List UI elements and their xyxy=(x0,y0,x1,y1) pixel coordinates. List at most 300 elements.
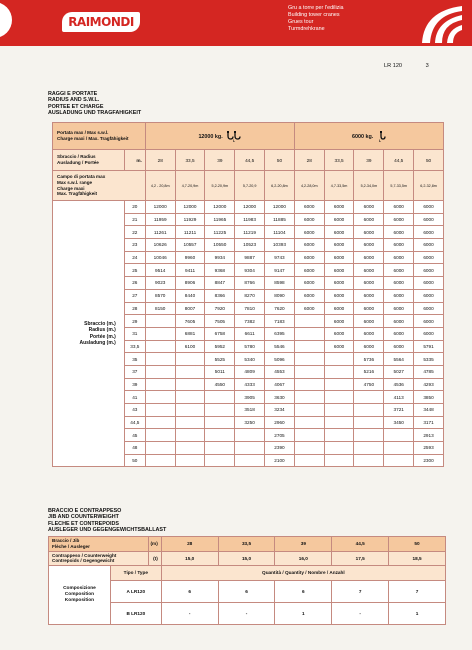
empty-cell xyxy=(294,353,324,366)
range-cell: 6,2-20,8m xyxy=(265,171,295,201)
load-value: 7810 xyxy=(235,302,265,315)
empty-cell xyxy=(235,454,265,467)
load-value: 6000 xyxy=(414,251,444,264)
empty-cell xyxy=(205,454,235,467)
load-value: 4293 xyxy=(414,378,444,391)
radius-value: 23 xyxy=(124,239,145,252)
load-value: 6000 xyxy=(354,340,384,353)
load-value: 4333 xyxy=(235,378,265,391)
load-value: 6000 xyxy=(414,289,444,302)
load-value: 9960 xyxy=(175,251,205,264)
load-value: 6000 xyxy=(354,201,384,214)
radius-value: 43 xyxy=(124,404,145,417)
empty-cell xyxy=(294,365,324,378)
load-value: 6000 xyxy=(354,226,384,239)
label-line: Radius (m.) xyxy=(88,327,116,334)
block-qty: - xyxy=(161,602,218,624)
load-value: 6000 xyxy=(384,201,414,214)
block-type: B LR120 xyxy=(110,602,161,624)
load-value: 2300 xyxy=(414,454,444,467)
empty-cell xyxy=(354,429,384,442)
ballast-jib: 39 xyxy=(275,537,332,552)
label-line: Charge maxi xyxy=(57,185,85,191)
load-value: 6000 xyxy=(294,251,324,264)
tagline-line: Turmdrehkrane xyxy=(288,26,325,32)
jib-length: 50 xyxy=(265,150,295,171)
load-value: 4553 xyxy=(265,365,295,378)
radius-value: 29 xyxy=(124,315,145,328)
jib-length: 39 xyxy=(354,150,384,171)
load-table xyxy=(52,122,444,467)
label-line: Max. Tragfähigkeit xyxy=(57,191,98,197)
empty-cell xyxy=(145,365,175,378)
title-line: PORTEE ET CHARGE xyxy=(48,103,104,110)
label-line: Campo di portata max xyxy=(57,174,106,180)
range-cell: 5,7-20,9 xyxy=(235,171,265,201)
jib-length: 33,5 xyxy=(175,150,205,171)
ballast-jib-unit: (m) xyxy=(148,537,161,552)
range-cell: 5,2-20,9m xyxy=(205,171,235,201)
radius-value: 44,5 xyxy=(124,416,145,429)
block-qty: 1 xyxy=(275,602,332,624)
empty-cell xyxy=(354,416,384,429)
ballast-jib-label xyxy=(49,537,149,552)
load-value: 6000 xyxy=(414,315,444,328)
tagline-line: Building tower cranes xyxy=(288,12,340,18)
empty-cell xyxy=(145,327,175,340)
load-value: 8766 xyxy=(235,277,265,290)
load-value: 5952 xyxy=(205,340,235,353)
load-value: 6000 xyxy=(294,213,324,226)
load-value: 10626 xyxy=(145,239,175,252)
load-value: 6000 xyxy=(294,264,324,277)
counterweight-label xyxy=(49,551,149,566)
load-value: 6000 xyxy=(354,277,384,290)
empty-cell xyxy=(294,327,324,340)
load-value: 6000 xyxy=(384,289,414,302)
ballast-jib: 28 xyxy=(161,537,218,552)
group-b-header xyxy=(294,123,443,150)
load-value: 6000 xyxy=(384,340,414,353)
load-value: 3630 xyxy=(265,391,295,404)
empty-cell xyxy=(175,442,205,455)
empty-cell xyxy=(235,442,265,455)
raimondi-logo xyxy=(62,12,140,32)
load-value: 6000 xyxy=(324,315,354,328)
empty-cell xyxy=(324,391,354,404)
load-value: 7183 xyxy=(265,315,295,328)
load-value: 6000 xyxy=(324,264,354,277)
load-value: 2593 xyxy=(414,442,444,455)
label-line: Flèche / Ausleger xyxy=(52,543,90,549)
load-value: 11983 xyxy=(235,213,265,226)
title-line: BRACCIO E CONTRAPPESO xyxy=(48,508,122,514)
title-line: RADIUS AND S.W.L. xyxy=(48,97,100,104)
load-value: 11211 xyxy=(175,226,205,239)
group-a-capacity: 12000 kg. xyxy=(198,133,223,140)
counterweight-value: 15,0 xyxy=(161,551,218,566)
radius-value: 21 xyxy=(124,213,145,226)
load-value: 11959 xyxy=(145,213,175,226)
block-qty: 1 xyxy=(389,602,446,624)
range-cell: 6,2-32,8m xyxy=(414,171,444,201)
title-line: JIB AND COUNTERWEIGHT xyxy=(48,514,119,521)
load-value: 6000 xyxy=(384,226,414,239)
load-value: 9023 xyxy=(145,277,175,290)
load-value: 7620 xyxy=(265,302,295,315)
load-value: 6000 xyxy=(294,277,324,290)
empty-cell xyxy=(145,429,175,442)
radius-value: 27 xyxy=(124,289,145,302)
block-type: A LR120 xyxy=(110,580,161,602)
load-value: 10557 xyxy=(175,239,205,252)
brand-name: RAIMONDI xyxy=(68,15,134,29)
load-value: 6000 xyxy=(324,302,354,315)
load-rows xyxy=(53,201,444,467)
load-value: 5216 xyxy=(354,365,384,378)
radius-value: 45 xyxy=(124,429,145,442)
load-value: 11261 xyxy=(145,226,175,239)
load-value: 8847 xyxy=(205,277,235,290)
block-qty: 6 xyxy=(275,580,332,602)
load-value: 6000 xyxy=(354,327,384,340)
load-value: 6000 xyxy=(414,277,444,290)
counterweight-unit: (t) xyxy=(148,551,161,566)
load-value: 6000 xyxy=(324,226,354,239)
ballast-jib: 44,5 xyxy=(332,537,389,552)
jib-length: 33,5 xyxy=(324,150,354,171)
range-cell: 4,7-20,9m xyxy=(175,171,205,201)
empty-cell xyxy=(384,454,414,467)
load-value: 6000 xyxy=(354,264,384,277)
empty-cell xyxy=(324,429,354,442)
empty-cell xyxy=(294,378,324,391)
jib-length: 28 xyxy=(294,150,324,171)
load-value: 3850 xyxy=(414,391,444,404)
radius-value: 28 xyxy=(124,302,145,315)
tagline-line: Grues tour xyxy=(288,19,314,25)
load-value: 6758 xyxy=(205,327,235,340)
load-value: 2390 xyxy=(265,442,295,455)
range-label xyxy=(53,171,146,201)
load-value: 9743 xyxy=(265,251,295,264)
load-value: 8906 xyxy=(175,277,205,290)
load-value: 6000 xyxy=(324,277,354,290)
tagline xyxy=(288,5,344,33)
quantity-header: Quantità / Quantity / Nombre / Anzahl xyxy=(161,566,445,581)
load-value: 6000 xyxy=(324,289,354,302)
load-value: 9304 xyxy=(235,264,265,277)
range-cell: 4,2-28,0m xyxy=(294,171,324,201)
label-line: Sbraccio (m.) xyxy=(84,321,116,328)
empty-cell xyxy=(145,315,175,328)
load-value: 3905 xyxy=(235,391,265,404)
load-value: 6000 xyxy=(414,201,444,214)
load-value: 11929 xyxy=(175,213,205,226)
empty-cell xyxy=(205,429,235,442)
load-value: 8090 xyxy=(265,289,295,302)
empty-cell xyxy=(145,340,175,353)
load-value: 6000 xyxy=(384,327,414,340)
double-hook-icon xyxy=(227,131,241,142)
radius-value: 37 xyxy=(124,365,145,378)
empty-cell xyxy=(294,429,324,442)
load-value: 8570 xyxy=(145,289,175,302)
capacity-label xyxy=(53,123,146,150)
load-value: 5546 xyxy=(265,340,295,353)
page-number: 3 xyxy=(425,63,429,69)
title-line: AUSLADUNG UND TRAGFAHIGKEIT xyxy=(48,109,142,116)
table-row xyxy=(53,201,444,214)
empty-cell xyxy=(294,315,324,328)
load-value: 8598 xyxy=(265,277,295,290)
load-value: 5791 xyxy=(414,340,444,353)
load-value: 2913 xyxy=(414,429,444,442)
load-value: 9934 xyxy=(205,251,235,264)
jib-length: 28 xyxy=(145,150,175,171)
load-value: 6000 xyxy=(294,239,324,252)
load-value: 9147 xyxy=(265,264,295,277)
load-value: 7382 xyxy=(235,315,265,328)
load-value: 5335 xyxy=(414,353,444,366)
load-value: 6000 xyxy=(384,213,414,226)
jib-length: 44,5 xyxy=(384,150,414,171)
load-value: 11104 xyxy=(265,226,295,239)
load-value: 5780 xyxy=(235,340,265,353)
empty-cell xyxy=(354,404,384,417)
load-value: 6000 xyxy=(414,264,444,277)
empty-cell xyxy=(205,391,235,404)
title-line: AUSLEGER UND GEGENGEWICHTSBALLAST xyxy=(48,526,167,533)
load-value: 6000 xyxy=(384,264,414,277)
group-a-header xyxy=(145,123,294,150)
group-b-capacity: 6000 kg. xyxy=(352,133,374,140)
load-value: 9887 xyxy=(235,251,265,264)
load-value: 10393 xyxy=(265,239,295,252)
empty-cell xyxy=(205,416,235,429)
page-id xyxy=(384,63,429,69)
empty-cell xyxy=(384,429,414,442)
load-value: 3250 xyxy=(235,416,265,429)
empty-cell xyxy=(175,365,205,378)
load-value: 8440 xyxy=(175,289,205,302)
block-qty: 6 xyxy=(161,580,218,602)
label-line: Contrepoids / Gegengewicht xyxy=(52,558,115,564)
label-line: Composition xyxy=(64,591,95,597)
block-qty: 7 xyxy=(389,580,446,602)
load-value: 6000 xyxy=(384,302,414,315)
single-hook-icon xyxy=(378,131,386,142)
empty-cell xyxy=(324,378,354,391)
load-value: 6000 xyxy=(384,315,414,328)
load-value: 6100 xyxy=(175,340,205,353)
empty-cell xyxy=(294,442,324,455)
model-code: LR 120 xyxy=(384,63,403,69)
empty-cell xyxy=(354,391,384,404)
svg-text:L: L xyxy=(378,138,381,142)
load-value: 6000 xyxy=(324,239,354,252)
counterweight-value: 15,0 xyxy=(218,551,275,566)
load-value: 6000 xyxy=(414,327,444,340)
empty-cell xyxy=(294,391,324,404)
section-title-radius xyxy=(48,91,141,116)
empty-cell xyxy=(175,454,205,467)
half-circle-mark xyxy=(0,2,12,38)
load-value: 6000 xyxy=(384,239,414,252)
load-value: 3450 xyxy=(384,416,414,429)
load-value: 6000 xyxy=(354,315,384,328)
load-value: 10046 xyxy=(145,251,175,264)
radius-value: 31 xyxy=(124,327,145,340)
empty-cell xyxy=(145,378,175,391)
radius-value: 50 xyxy=(124,454,145,467)
empty-cell xyxy=(145,391,175,404)
title-line: RAGGI E PORTATE xyxy=(48,91,98,97)
empty-cell xyxy=(145,404,175,417)
label-line: Braccio / Jib xyxy=(52,538,80,544)
load-value: 6611 xyxy=(235,327,265,340)
composition-label xyxy=(49,566,111,625)
empty-cell xyxy=(175,416,205,429)
load-value: 6000 xyxy=(294,302,324,315)
jib-label xyxy=(53,150,125,171)
load-value: 11219 xyxy=(235,226,265,239)
page-header xyxy=(0,0,472,46)
label-line: Sbraccio / Radius xyxy=(57,154,96,160)
empty-cell xyxy=(324,454,354,467)
load-value: 6000 xyxy=(324,251,354,264)
ballast-jib: 33,5 xyxy=(218,537,275,552)
empty-cell xyxy=(175,429,205,442)
load-value: 4750 xyxy=(354,378,384,391)
label-line: Komposition xyxy=(64,597,95,603)
empty-cell xyxy=(294,454,324,467)
jib-length: 44,5 xyxy=(235,150,265,171)
load-value: 6000 xyxy=(324,340,354,353)
load-value: 3171 xyxy=(414,416,444,429)
load-value: 5011 xyxy=(205,365,235,378)
empty-cell xyxy=(324,404,354,417)
jib-length: 50 xyxy=(414,150,444,171)
svg-text:L: L xyxy=(233,138,236,142)
label-line: Ausladung (m.) xyxy=(79,340,116,347)
radius-value: 48 xyxy=(124,442,145,455)
counterweight-value: 16,0 xyxy=(275,551,332,566)
tagline-line: Gru a torre per l'edilizia xyxy=(288,5,344,11)
load-value: 6000 xyxy=(294,201,324,214)
load-value: 5564 xyxy=(384,353,414,366)
jib-unit: m. xyxy=(124,150,145,171)
label-line: Charge maxi / Max. Tragfähigkeit xyxy=(57,136,129,141)
type-header: Tipo / Type xyxy=(110,566,161,581)
load-value: 4113 xyxy=(384,391,414,404)
range-cell: 5,2-34,0m xyxy=(354,171,384,201)
load-value: 7920 xyxy=(205,302,235,315)
load-value: 4550 xyxy=(205,378,235,391)
load-value: 6395 xyxy=(265,327,295,340)
load-value: 3518 xyxy=(235,404,265,417)
load-value: 3234 xyxy=(265,404,295,417)
load-value: 12000 xyxy=(265,201,295,214)
radius-value: 22 xyxy=(124,226,145,239)
empty-cell xyxy=(324,416,354,429)
range-cell: 5,7-33,5m xyxy=(384,171,414,201)
load-value: 12000 xyxy=(235,201,265,214)
empty-cell xyxy=(354,442,384,455)
label-line: Portée (m.) xyxy=(89,333,116,340)
load-value: 10523 xyxy=(235,239,265,252)
radius-value: 39 xyxy=(124,378,145,391)
load-value: 9411 xyxy=(175,264,205,277)
section-title-ballast xyxy=(48,508,166,533)
empty-cell xyxy=(354,454,384,467)
load-value: 6000 xyxy=(294,226,324,239)
block-qty: 7 xyxy=(332,580,389,602)
block-qty: 6 xyxy=(218,580,275,602)
block-qty: - xyxy=(218,602,275,624)
load-value: 12000 xyxy=(205,201,235,214)
empty-cell xyxy=(175,378,205,391)
crane-logo-icon xyxy=(418,3,466,45)
load-value: 10550 xyxy=(205,239,235,252)
load-value: 4536 xyxy=(384,378,414,391)
load-value: 6000 xyxy=(294,289,324,302)
label-line: Contrappeso / Counterweight xyxy=(52,552,117,558)
ballast-table xyxy=(48,536,446,625)
empty-cell xyxy=(384,442,414,455)
radius-value: 24 xyxy=(124,251,145,264)
load-value: 11965 xyxy=(205,213,235,226)
empty-cell xyxy=(205,404,235,417)
jib-length: 39 xyxy=(205,150,235,171)
load-value: 6000 xyxy=(354,289,384,302)
load-value: 6000 xyxy=(354,213,384,226)
load-value: 3448 xyxy=(414,404,444,417)
load-value: 12000 xyxy=(145,201,175,214)
load-value: 9514 xyxy=(145,264,175,277)
load-value: 8270 xyxy=(235,289,265,302)
radius-side-label xyxy=(53,201,125,467)
load-value: 5736 xyxy=(354,353,384,366)
load-value: 5340 xyxy=(235,353,265,366)
load-value: 5027 xyxy=(384,365,414,378)
load-value: 2100 xyxy=(265,454,295,467)
load-value: 8007 xyxy=(175,302,205,315)
load-value: 6000 xyxy=(414,239,444,252)
load-value: 3721 xyxy=(384,404,414,417)
empty-cell xyxy=(294,404,324,417)
range-cell: 4,2 - 20,8m xyxy=(145,171,175,201)
load-value: 6000 xyxy=(324,213,354,226)
radius-value: 33,5 xyxy=(124,340,145,353)
load-value: 2960 xyxy=(265,416,295,429)
load-value: 11225 xyxy=(205,226,235,239)
load-value: 4785 xyxy=(414,365,444,378)
load-value: 6000 xyxy=(384,251,414,264)
load-value: 4809 xyxy=(235,365,265,378)
load-value: 6881 xyxy=(175,327,205,340)
empty-cell xyxy=(175,404,205,417)
empty-cell xyxy=(145,353,175,366)
empty-cell xyxy=(205,442,235,455)
load-value: 8150 xyxy=(145,302,175,315)
ballast-jib: 50 xyxy=(389,537,446,552)
load-value: 11885 xyxy=(265,213,295,226)
block-qty: - xyxy=(332,602,389,624)
empty-cell xyxy=(324,442,354,455)
load-value: 6000 xyxy=(414,226,444,239)
label-line: Max s.w.l. range xyxy=(57,179,93,185)
